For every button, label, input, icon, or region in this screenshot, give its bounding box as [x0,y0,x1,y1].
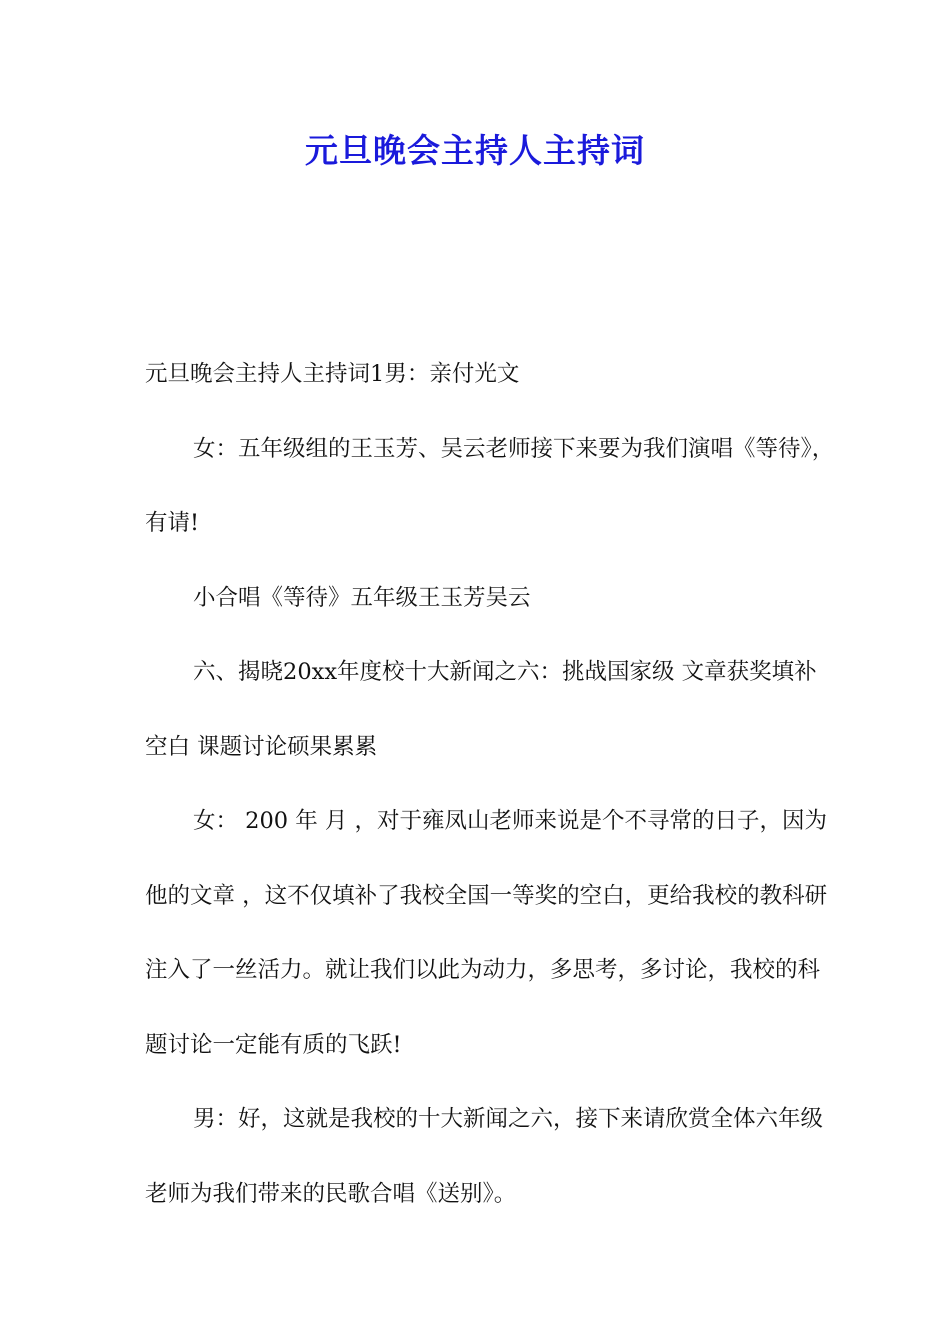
paragraph-chorus-program: 小合唱《等待》五年级王玉芳吴云 [193,584,531,611]
paragraph-male-closing: 男：好，这就是我校的十大新闻之六，接下来请欣赏全体六年级老师为我们带来的民歌合唱《送别》。 [145,1106,824,1207]
paragraph-host-intro: 元旦晚会主持人主持词1男：亲付光文 [145,361,520,387]
document-title: 元旦晚会主持人主持词 [305,131,645,170]
paragraph-news-six-heading: 六、揭晓20xx年度校十大新闻之六：挑战国家级 文章获奖填补空白 课题讨论硕果累累 [145,659,817,760]
paragraph-female-news-detail: 女： 200 年 月 ，对于雍凤山老师来说是个不寻常的日子，因为他的文章 ，这不仅填补了我校全国一等奖的空白，更给我校的教科研注入了一丝活力。就让我们以此为动力，多思考，多讨论，我校的科题讨论一定能有质的飞跃! [145,808,828,1058]
document-body [145,337,835,1231]
paragraph-female-announce-song: 女：五年级组的王玉芳、吴云老师接下来要为我们演唱《等待》，有请! [145,435,835,536]
